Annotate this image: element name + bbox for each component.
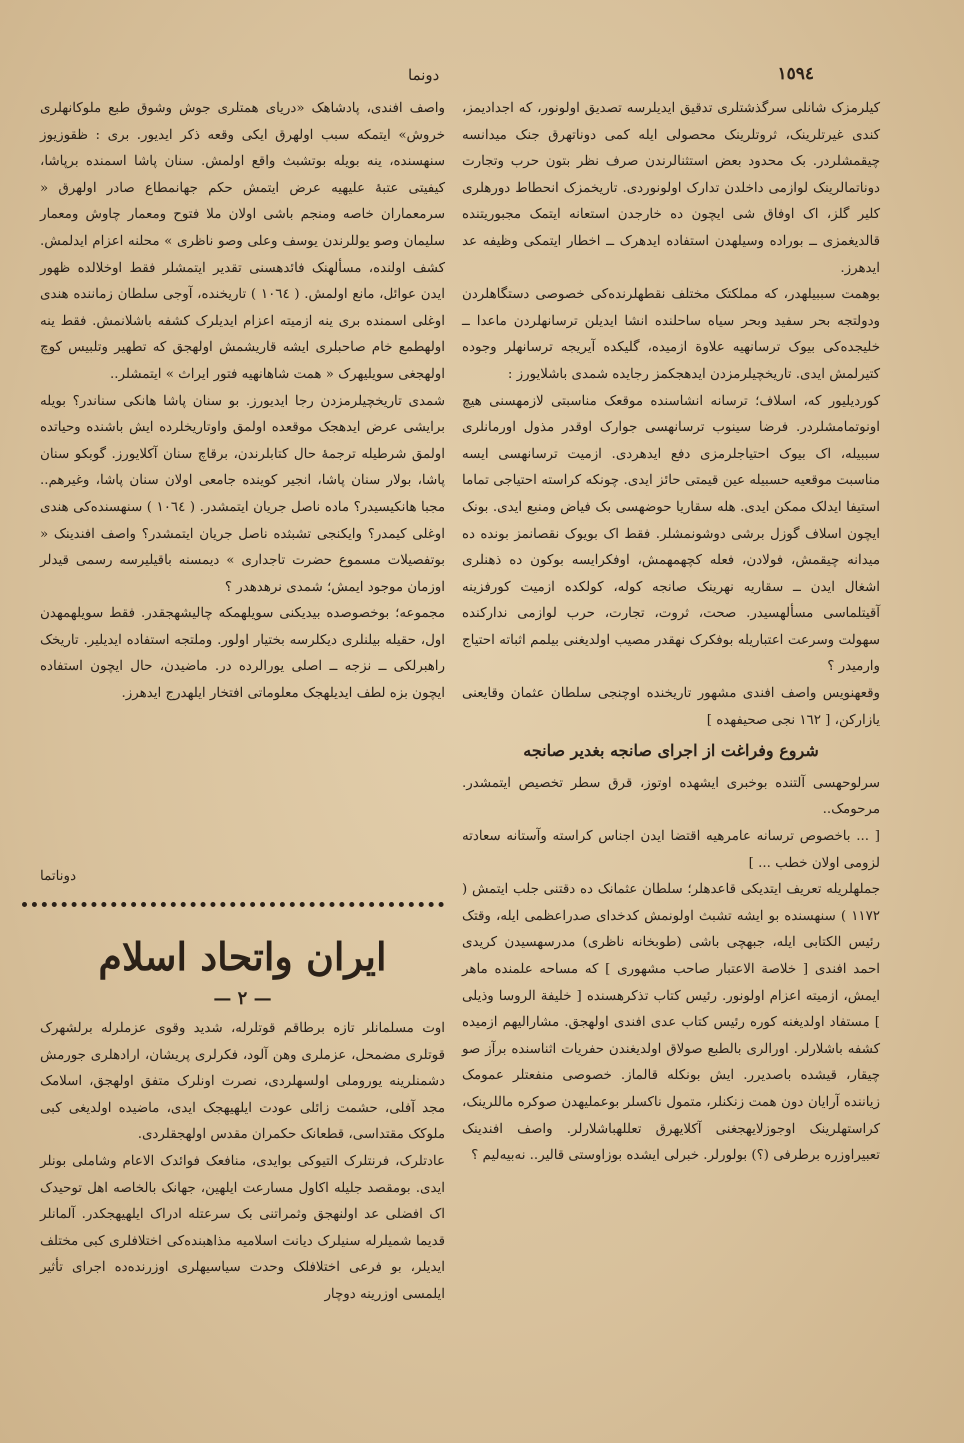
dotted-divider (22, 902, 444, 907)
left-paragraph-3: مجموعه؛ بوخصوصده بیدیکنی سویلهمکه چالیشهجقدر. فقط سویلهمهدن اول، حقیله بیلنلری دیکلرسه بختیار اولور. وملتجه استفاده ایدیلیر. تاریخک راهبرلکی ــ نزجه ــ اصلی یورالرده در. ماضیدن، حال ایچون استفاده ایچون بزه لطف ایدیلهجک معلوماتی افتخار ایلهدرج ایدهرز. (40, 606, 445, 702)
running-title: دونما (408, 66, 440, 84)
page-header (0, 64, 964, 94)
page-number: ١٥٩٤ (777, 64, 814, 84)
section-paragraph-1: سرلوحهسی آلتنده بوخبری ایشهده اوتوز، قرق سطر تخصیص ایتمشدر. مرحومک.. (462, 775, 880, 818)
article-paragraph-1: اوت مسلمانلر تازه برطاقم قوتلرله، شدید وقوی عزملرله برلشهرک قوتلری مضمحل، عزملری وهن آلود، فکرلری پریشان، ارادهلری جورمش دشمنلرینه یوروملی اولسهلردی، نصرت اونلرک متفق اولهجق، اسلامک مجد آفلی، حشمت زائلی عودت ایلهیهجک ایدی، ماضیده اولدیغی کبی ملوکک مقتداسی، قطعانک حکمران مقدس اولهجقلردی. (40, 1021, 445, 1143)
section-paragraph-3: جملهلریله تعریف ایتدیکی قاعدهلر؛ سلطان عثمانک ده دقتنی جلب ایتمش ( ١١٧٢ ) سنهسنده بو ایشه تشبث اولونمش کدخدای صدراعظمی ایله، وقتک رئیس الکتابی ایله، جبهچی باشی (طوبخانه ناظری) مدرسهسیدن کریدی احمد افندی [ خلاصة الاعتبار صاحب مشهوری ] که مساحه علمنده ماهر ایمش، ازمیته اعزام اولونور. رئیس کتاب تذکرهسنده [ خلیفة الروسا وذیلی ] مستفاد اولدیغنه کوره رئیس کتاب عدی افندی اولهجق. مشارالیهم ازمیده کشفه باشلارلر. اورالری بالطبع صولاق اولدیغندن حفریات اثناسنده برآز صو چیقار، قیشده باصدیرر. ایش بونکله قالماز. خصوصی منفعتلر عمومک زیاننده آرایان دون همت زنکنلر، متمول ناکسلر بوعملیهدن صوکره ماللرینک، کراستهلرینک اوجوزلایهجغنی آکلایهرق تعللهباشلارلر. واصف افندینک تعبیراوزره برطرفی (؟) بولورلر. خبرلی ایشده بوزاوستی قالیر.. نه‌بیه‌لیم ؟ (462, 882, 880, 1164)
right-column (462, 96, 880, 1170)
right-paragraph-1: کیلرمزک شانلی سرگذشتلری تدقیق ایدیلرسه تصدیق اولونور، که اجدادیمز، کندی غیرتلرینک، ثروتلرینک محصولی ایله کمی دوناتهرق جنک میدانسه چیقمشلردر. بک محدود بعض استثنالرندن صرف نظر بتون حرب وتجارت دوناتمالرینک لوازمی داخلدن تدارک اولونوردی. تاریخمزک انحطاط دورهلری کلیر گلز، اک اوفاق شی ایچون ده خارجدن استعانه ایتمک مجبوریتنده قالدیغمزی ــ بوراده وسیلهدن استفاده ایدهرک ــ اخطار ایتمکی وظیفه عد ایدهرز. (462, 101, 880, 276)
right-paragraph-3: کوردیلیور که، اسلاف؛ ترسانه انشاسنده موقعک مناسبتی لازمهسنی هیچ اونوتمامشلردر. فرضا سینوب ترسانهسی جوارک اوقدر مذول اورمانلری سببیله، اک بیوک احتیاجلرمزی دفع ایدهردی. ازمیت ترسانهسی ایسه مناسبت موقعیه حسبیله عین قیمتی حائز ایدی. چونکه کراسته احتیاجی تماما استیفا ایدلک ممکن ایدی. هله سقاریا حوضهسی بک فیاض ومنبع ایدی. بونک ایچون اسلاف گوزل برشی دوشونمشلر. فقط اک بویوک نقصانمز بونده ده میدانه چیقمش، فولادن، فعله کچهمهمش، اوفکرایسه بوکون ده ذهنلری اشغال ایدن ــ سقاریه نهرینک صانجه کوله، کولکده ازمیت کورفزینه آقیتلماسی مسألهسیدر. صحت، ثروت، تجارت، حرب لوازمی ندارکنده سهولت وسرعت اعتباریله بوفکرک نهقدر مصیب اولدیغنی بیلمم اثباته احتیاج وارمیدر ؟ (462, 393, 880, 675)
right-paragraph-2: بوهمت سببیلهدر، که مملکتک مختلف نقطهلرنده‌کی خصوصی دستگاهلردن ودولتجه بحر سفید وبحر سیاه ساحلنده انشا ایدیلن ترسانهلردن ماعدا ــ خلیجده‌کی بیوک ترسانهیه علاوة ازمیده، گلیکده آیریجه ترسانهلر وجوده کتیرلمش ایدی. تاریخچیلرمزدن ایدهجکمز رجایده شمدی باشلایورز : (462, 287, 880, 382)
article-part-number: — ٢ — (213, 988, 272, 1009)
article-paragraph-2: عادتلرک، فرنتلرک التیوکی بوایدی، منافعک فوائدک الاعام وشاملی بونلر ایدی. بومقصد جلیله اکاول مسارعت ایلهین، جهانک بالخاصه اهل توحیدک اک افضلی عد اولنهجق وثمراتنی بک سرعتله ادراک ایلهیهجکدر. آلمانلر قدیما شمیلرله سنیلرک دیانت اسلامیه مذاهبنده‌کی اختلافلری کبی مختلف ایدیلر، بو فرعی اختلافلک وحدت سیاسیهلری اوزرنده‌ده اجرای تأثیر ایلمسی اوزرینه دوچار (40, 1153, 445, 1302)
author-signature: دوناتما (40, 868, 77, 884)
right-paragraph-4: وقعهنویس واصف افندی مشهور تاریخنده اوچنجی سلطان عثمان وقایعنی یازارکن، [ ١٦٢ نجی صحیفهده ] (462, 686, 880, 728)
section-paragraph-2: [ ... باخصوص ترسانه عامرهیه اقتضا ایدن اجناس کراسته وآستانه سعادته لزومی اولان خطب ... ] (462, 829, 880, 871)
left-column (40, 96, 445, 708)
left-paragraph-2: شمدی تاریخچیلرمزدن رجا ایدیورز. بو سنان پاشا هانکی سناندر؟ بویله برایشی عرض ایدهجک موقعده اولمق واوتاریخلرده ایش باشنده وحیاتده اولمق شرطیله ترجمۀ حال کتابلرندن، برقاچ سنان آکلایورز. گوبکو سنان پاشا، بولار سنان پاشا، انجیر کوینده جامعی اولان سنان پاشا، وغیرهم.. مجبا هانکیسیدر؟ ماده ناصل جریان ایتمشدر. ( ١٠٦٤ ) سنهسنده‌کی هندی اوغلی کیمدر؟ وایکنجی تشبثده ناصل جریان ایتمشدر؟ واصف افندینک « بوتفصیلات مسموع حضرت تاجداری » دیمسنه باقیلیرسه رسمی قیدلر اوزمان موجود ایمش؛ شمدی نرهدهدر ؟ (40, 393, 445, 595)
section-heading: شروع وفراغت از اجرای صانجه بغدیر صانجه (523, 741, 819, 761)
left-paragraph-1: واصف افندی، پادشاهک «دریای همتلری جوش وشوق طبع ملوکانهلری خروش» ایتمکه سبب اولهرق ایکی وقعه ذکر ایدیور. بری : ظقوزیوز سنهسنده، ینه بویله بوتشبث واقع اولمش. سنان پاشا اسمنده برپاشا، کیفیتی عتبۀ علیهیه عرض ایتمش حکم جهانمطاع صادر اولهرق « سرمعماران خاصه ومنجم باشی اولان ملا فتوح ومعمار چاوش ومعمار سلیمان وصو یوللرندن یوسف وعلی وصو ناظری » محلنه اعزام ایدلمش. کشف اولنده، مسألهنک فائدهسنی تقدیر ایتمشلر فقط اوخلالده ظهور ایدن عوائل، مانع اولمش. ( ١٠٦٤ ) تاریخنده، آوجی سلطان زماننده هندی اوغلی اسمنده بری ینه ازمیته اعزام ایدیلرک کشفه باشلانمش. فقط ینه اولهطمع خام صاحبلری ایشه قاریشمش اولهجق که تطهیر وتلبیس کوچ اولهجغی سویلیهرک « همت شاهانهیه فتور ایراث » ایتمشلر.. (40, 101, 446, 382)
article-title: ایران واتحاد اسلام (98, 934, 387, 979)
article-body (40, 1016, 445, 1309)
